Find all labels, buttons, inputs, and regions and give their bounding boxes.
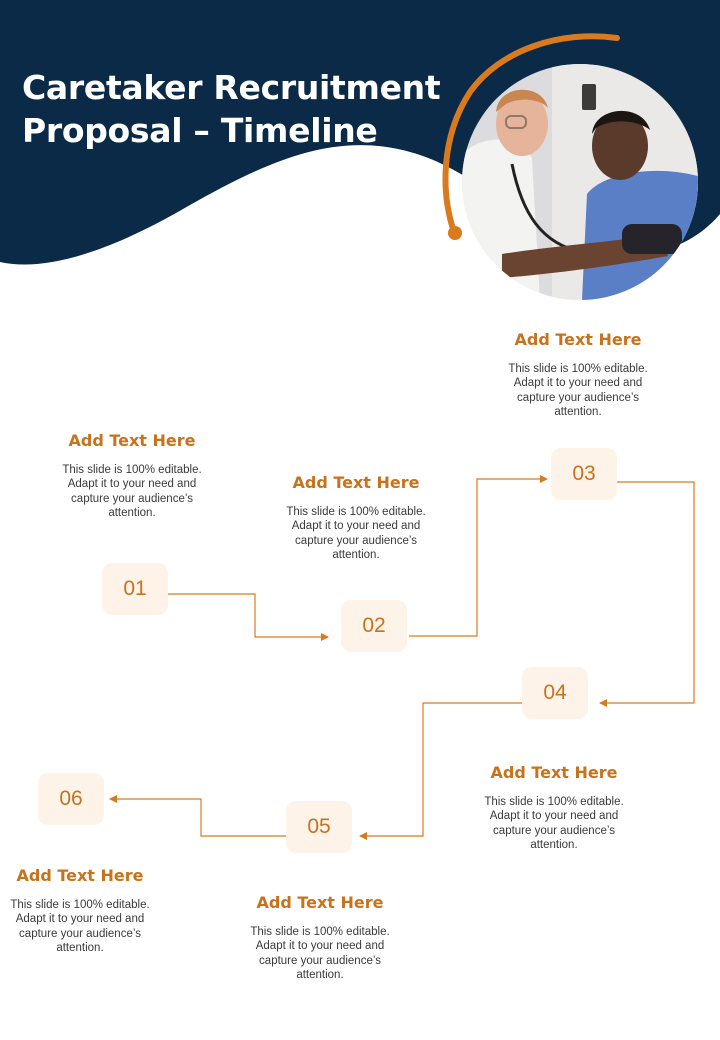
step-number-01: 01 [102, 563, 168, 615]
step-text-block-02 [281, 473, 431, 563]
step-number-02: 02 [341, 600, 407, 652]
step-description: This slide is 100% editable. Adapt it to your need and capture your audience’s attention. [62, 464, 202, 520]
page-title-line-2: Proposal – Timeline [22, 111, 378, 150]
step-description: This slide is 100% editable. Adapt it to your need and capture your audience’s attention. [10, 899, 150, 955]
step-heading: Add Text Here [292, 473, 420, 492]
step-text-block-03 [503, 330, 653, 420]
step-number-05: 05 [286, 801, 352, 853]
step-heading: Add Text Here [68, 431, 196, 450]
step-text-block-05 [245, 893, 395, 983]
step-number-04: 04 [522, 667, 588, 719]
accent-arc-dot [448, 226, 462, 240]
step-heading: Add Text Here [490, 763, 618, 782]
connector-03-04 [600, 482, 694, 703]
step-description: This slide is 100% editable. Adapt it to your need and capture your audience’s attention. [508, 363, 648, 419]
step-heading: Add Text Here [16, 866, 144, 885]
step-description: This slide is 100% editable. Adapt it to your need and capture your audience’s attention. [484, 796, 624, 852]
connector-01-02 [168, 594, 328, 637]
step-text-block-04 [479, 763, 629, 853]
page-title [22, 66, 452, 152]
connector-05-06 [110, 799, 286, 836]
nurse-patient-photo [462, 64, 698, 300]
step-description: This slide is 100% editable. Adapt it to your need and capture your audience’s attention. [250, 926, 390, 982]
step-heading: Add Text Here [256, 893, 384, 912]
step-description: This slide is 100% editable. Adapt it to your need and capture your audience’s attention. [286, 506, 426, 562]
step-text-block-01 [57, 431, 207, 521]
step-number-06: 06 [38, 773, 104, 825]
step-number-03: 03 [551, 448, 617, 500]
step-text-block-06 [5, 866, 155, 956]
page-title-line-1: Caretaker Recruitment [22, 68, 441, 107]
step-heading: Add Text Here [514, 330, 642, 349]
